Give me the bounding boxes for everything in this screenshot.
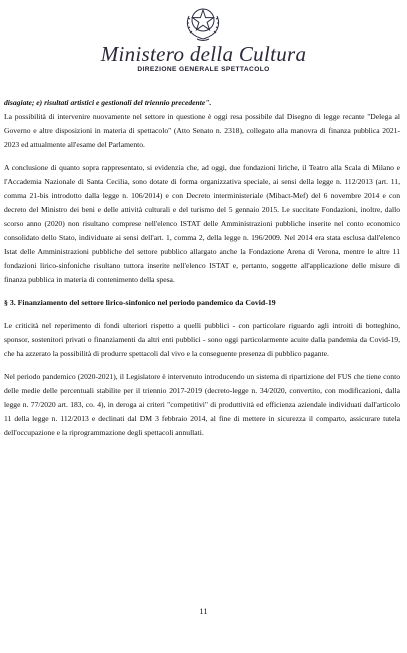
paragraph-legislation: La possibilità di intervenire nuovamente nel settore in questione è oggi resa possibile dal Disegno di legge recante "Delega al Governo e altre disposizioni in materia di spettacolo" (Atto Senato n. 2318), collegato alla manovra di finanza pubblica 2021-2023 ed attualmente all'esame del Parlamento. [4, 112, 400, 149]
paragraph-foundations: A conclusione di quanto sopra rappresentato, si evidenzia che, ad oggi, due fondazioni liriche, il Teatro alla Scala di Milano e l'Accademia Nazionale di Santa Cecilia, sono dotate di forma organizzativa speciale, ai sensi della legge n. 112/2013 (art. 11, comma 21-bis introdotto dalla legge n. 106/2014) e con Decreto interministeriale (Mibact-Mef) del 6 novembre 2014 e con decreto del Ministro dei beni e delle attività culturali e del turismo del 5 gennaio 2015. Le succitate Fondazioni, inoltre, dallo scorso anno (2020) non risultano comprese nell'elenco ISTAT delle Amministrazioni pubbliche inserite nel conto economico consolidato dello Stato, individuate ai sensi dell'art. 1, comma 2, della legge n. 196/2009. Nel 2014 era stata esclusa dall'elenco Istat delle Amministrazioni pubbliche del settore pubblico allargato anche la Fondazione Arena di Verona, mentre le altre 11 fondazioni lirico-sinfoniche risultano tuttora inserite nell'elenco ISTAT e, pertanto, soggette all'applicazione delle misure di finanza pubblica in materia di contenimento della spesa. [4, 163, 400, 284]
ministry-title: Ministero della Cultura [100, 42, 307, 66]
department-name: DIREZIONE GENERALE SPETTACOLO [137, 66, 270, 73]
paragraph-continuation: disagiate; e) risultati artistici e gestionali del triennio precedente". [4, 98, 212, 107]
page-number: 11 [199, 606, 208, 616]
body-text [4, 96, 400, 449]
italian-republic-emblem-icon [183, 2, 223, 44]
paragraph-criticita: Le criticità nel reperimento di fondi ulteriori rispetto a quelli pubblici - con particolare riguardo agli introiti di botteghino, sponsor, sostenitori privati o finanziamenti da altri enti pubblici - sono oggi particolarmente acuite dalla pandemia da Covid-19, che ha azzerato la possibilità di produrre spettacoli dal vivo e la conseguente presenza di pubblico pagante. [4, 321, 400, 358]
section-heading: § 3. Finanziamento del settore lirico-sinfonico nel periodo pandemico da Covid-19 [4, 298, 276, 307]
paragraph-pandemic-period: Nel periodo pandemico (2020-2021), il Legislatore è intervenuto introducendo un sistema di ripartizione del FUS che tiene conto delle medie delle percentuali stabilite per il triennio 2017-2019 (decreto-legge n. 34/2020, convertito, con modificazioni, dalla legge n. 77/2020 art. 183, co. 4), in deroga ai criteri "competitivi" di produttività ed efficienza aziendale individuati dall'articolo 11 della legge n. 112/2013 e declinati dal DM 3 febbraio 2014, al fine di mettere in sicurezza il comparto, assicurare tutela dell'occupazione e la riprogrammazione degli spettacoli annullati. [4, 372, 400, 437]
